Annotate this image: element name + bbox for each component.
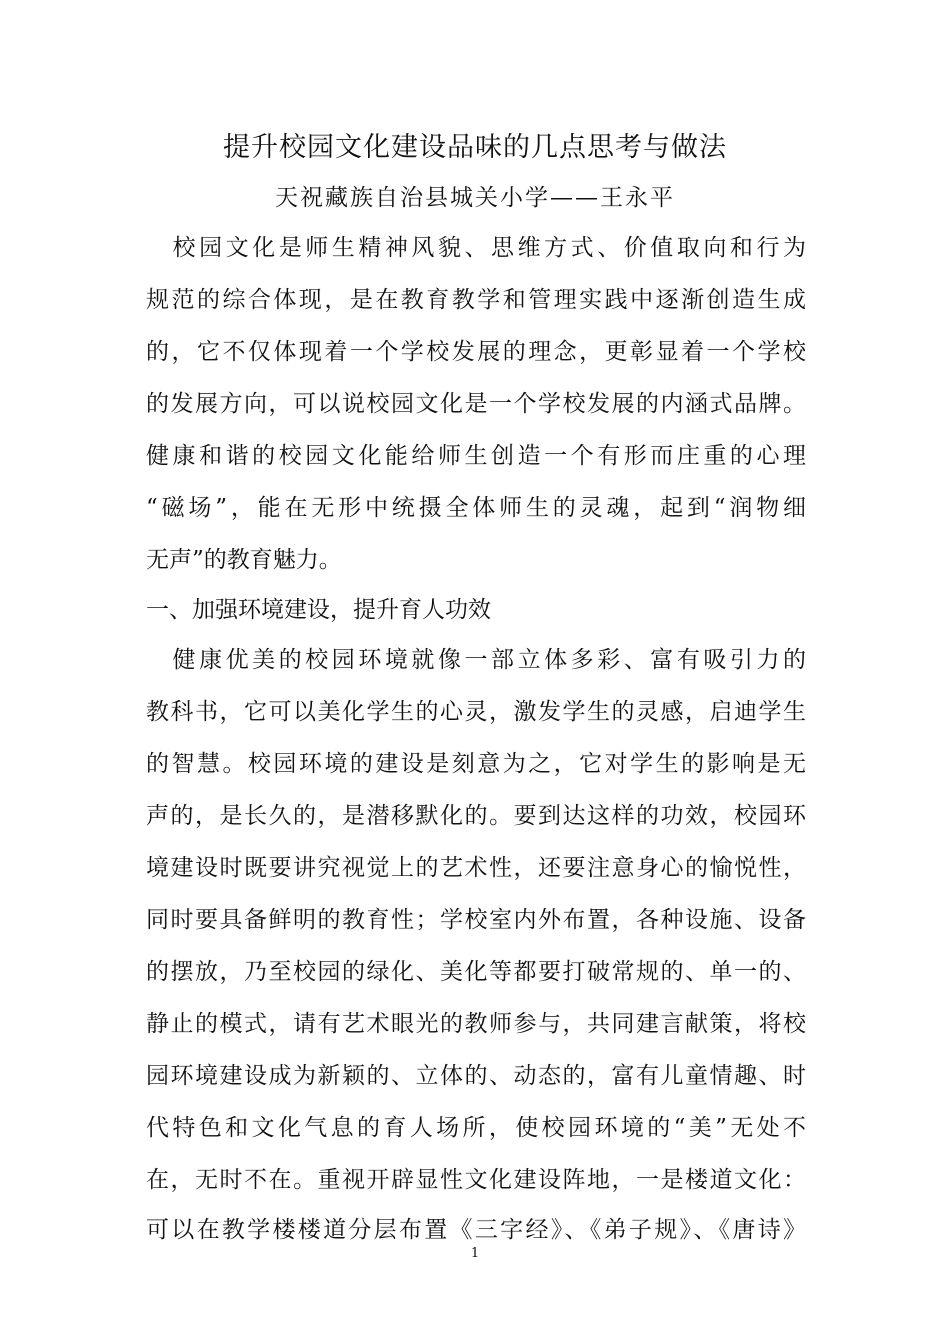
page-number: 1 xyxy=(470,1246,480,1261)
paragraph-line: 的，它不仅体现着一个学校发展的理念，更彰显着一个学校 xyxy=(146,339,806,365)
paragraph-line: 声的，是长久的，是潜移默化的。要到达这样的功效，校园环 xyxy=(146,803,806,829)
paragraph-line: 代特色和文化气息的育人场所，使校园环境的“美”无处不 xyxy=(146,1115,806,1141)
paragraph-line: 可以在教学楼楼道分层布置《三字经》、《弟子规》、《唐诗》 xyxy=(146,1217,806,1243)
paragraph-line: 健康优美的校园环境就像一部立体多彩、富有吸引力的 xyxy=(146,647,806,673)
document-author: 天祝藏族自治县城关小学——王永平 xyxy=(275,185,675,211)
paragraph-line: 在，无时不在。重视开辟显性文化建设阵地，一是楼道文化： xyxy=(146,1167,806,1193)
paragraph-line: 健康和谐的校园文化能给师生创造一个有形而庄重的心理 xyxy=(146,443,806,469)
paragraph-line: 静止的模式，请有艺术眼光的教师参与，共同建言献策，将校 xyxy=(146,1011,806,1037)
paragraph-line: 无声”的教育魅力。 xyxy=(146,547,342,573)
paragraph-line: 校园文化是师生精神风貌、思维方式、价值取向和行为 xyxy=(146,235,806,261)
paragraph-line: 教科书，它可以美化学生的心灵，激发学生的灵感，启迪学生 xyxy=(146,699,806,725)
paragraph-line: 的摆放，乃至校园的绿化、美化等都要打破常规的、单一的、 xyxy=(146,959,806,985)
paragraph-line: 同时要具备鲜明的教育性；学校室内外布置，各种设施、设备 xyxy=(146,907,806,933)
paragraph-line: 园环境建设成为新颖的、立体的、动态的，富有儿童情趣、时 xyxy=(146,1063,806,1089)
paragraph-line: 的发展方向，可以说校园文化是一个学校发展的内涵式品牌。 xyxy=(146,391,806,417)
paragraph-line: 规范的综合体现，是在教育教学和管理实践中逐渐创造生成 xyxy=(146,287,806,313)
paragraph-line: 的智慧。校园环境的建设是刻意为之，它对学生的影响是无 xyxy=(146,751,806,777)
paragraph-line: “磁场”，能在无形中统摄全体师生的灵魂，起到“润物细 xyxy=(146,495,806,521)
document-title: 提升校园文化建设品味的几点思考与做法 xyxy=(223,132,727,163)
paragraph-line: 境建设时既要讲究视觉上的艺术性，还要注意身心的愉悦性， xyxy=(146,855,806,881)
section-heading: 一、加强环境建设，提升育人功效 xyxy=(146,597,491,623)
